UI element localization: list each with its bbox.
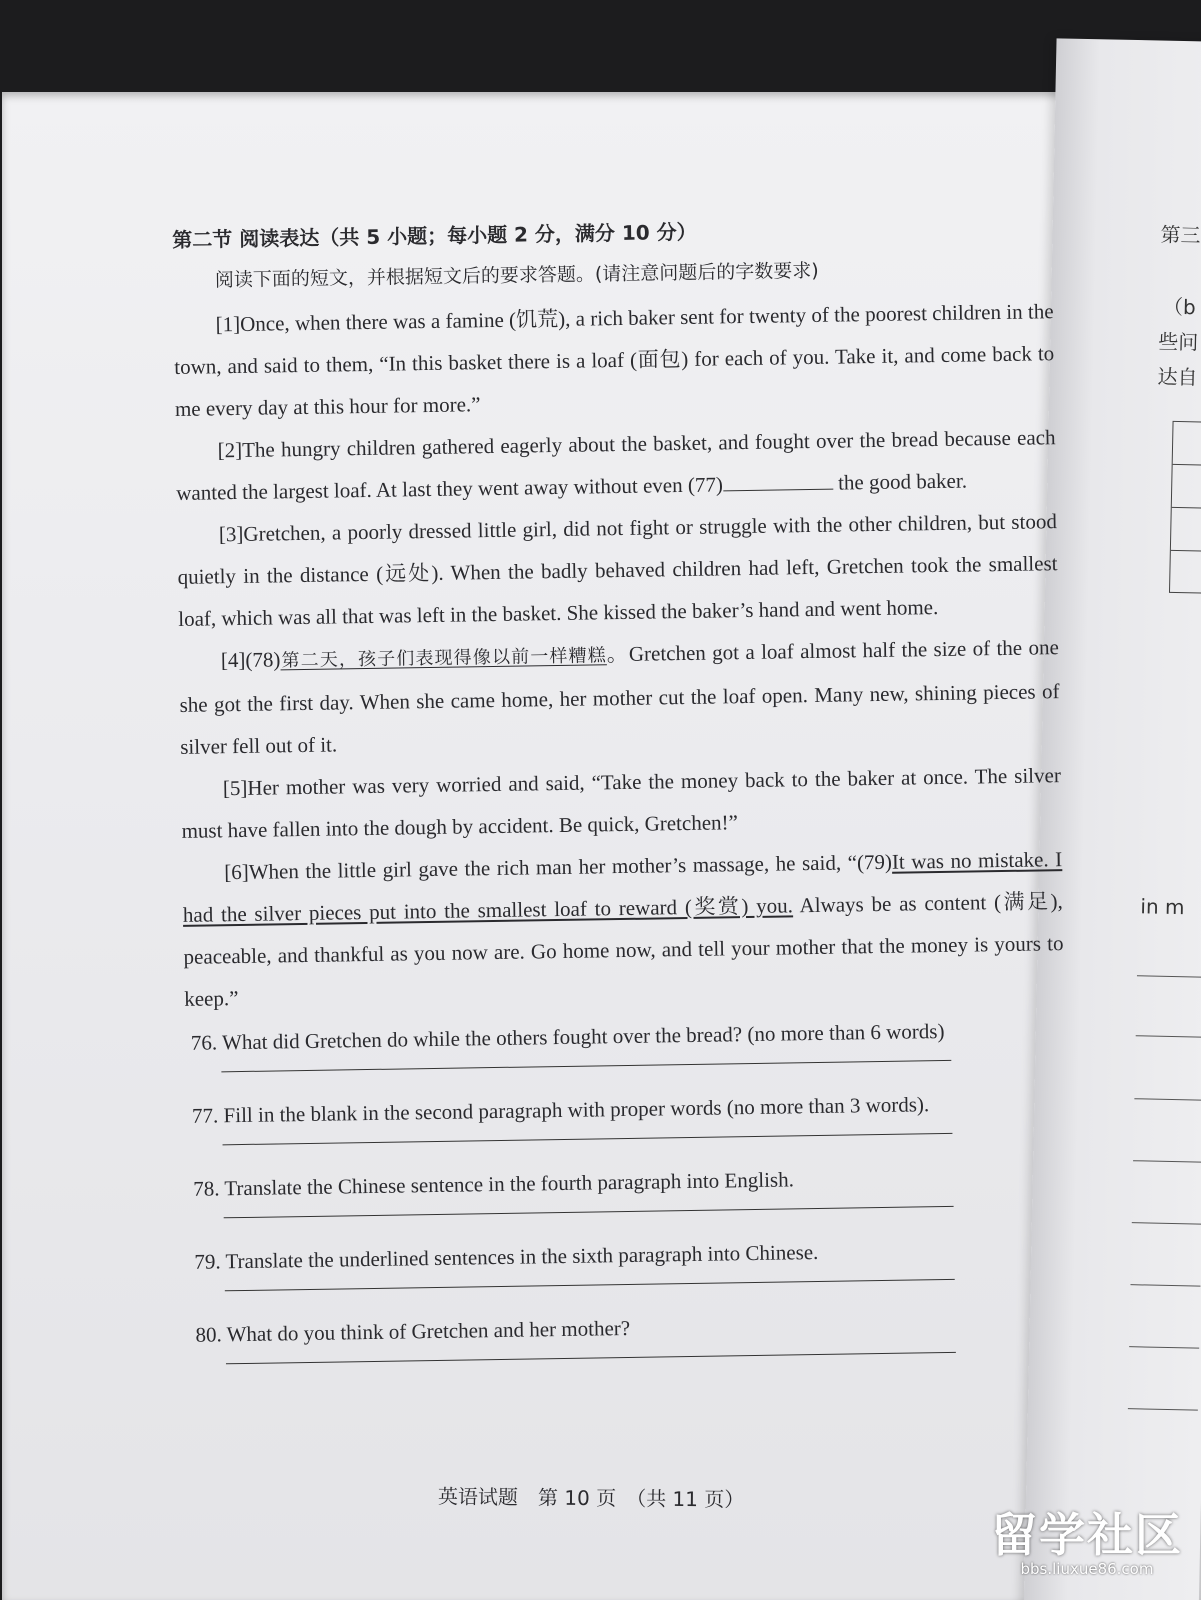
edge-answer-line <box>1129 1346 1199 1348</box>
watermark-url: bbs.liuxue86.com <box>1020 1560 1154 1578</box>
watermark-logo-text: 留学社区 <box>991 1508 1183 1562</box>
edge-answer-line <box>1133 1160 1201 1162</box>
edge-text-fragment: （b <box>1162 294 1196 320</box>
page-footer: 英语试题 第 10 页 （共 11 页） <box>437 1484 745 1512</box>
paragraph-text: [4](78) <box>220 647 281 673</box>
paragraph-text: 。Gretchen got a loaf almost half the size of the one she got the first day. When she came home, her mother cut the loaf open. Many new, shining pieces of silver fell out of it. <box>179 635 1060 759</box>
passage-paragraph-6 <box>182 838 1065 1020</box>
paragraph-text: [6]When the little girl gave the rich man her mother’s massage, he said, “(79) <box>224 849 893 885</box>
reading-section <box>172 206 1070 1391</box>
answer-line-79[interactable] <box>225 1279 955 1291</box>
edge-answer-line <box>1137 975 1201 977</box>
edge-answer-line <box>1132 1222 1201 1224</box>
answer-line-77[interactable] <box>223 1133 953 1145</box>
edge-answer-line <box>1134 1098 1201 1100</box>
edge-text-fragment: in m <box>1140 894 1185 920</box>
question-80: 80. What do you think of Gretchen and her mother? <box>195 1315 631 1347</box>
section-instruction: 阅读下面的短文，并根据短文后的要求答题。(请注意问题后的字数要求) <box>214 259 819 292</box>
question-78: 78. Translate the Chinese sentence in the fourth paragraph into English. <box>193 1167 795 1201</box>
paragraph-text: the good baker. <box>832 468 968 495</box>
question-79: 79. Translate the underlined sentences in the sixth paragraph into Chinese. <box>194 1239 819 1274</box>
answer-line-80[interactable] <box>226 1352 956 1364</box>
paragraph-text: Always be as content (满足), peaceable, and thankful as you now are. Go home now, and tell your mother that the money is yours to keep.” <box>183 889 1064 1011</box>
passage-paragraph-5: [5]Her mother was very worried and said, “Take the money back to the baker at once. The silver must have fallen into the dough by accident. Be quick, Gretchen!” <box>181 763 1062 843</box>
answer-line-76[interactable] <box>221 1060 951 1072</box>
question-list <box>185 1012 1070 1365</box>
edge-answer-line <box>1130 1284 1200 1286</box>
edge-table-fragment <box>1169 421 1201 594</box>
underlined-chinese-sentence: 第二天，孩子们表现得像以前一样糟糕 <box>280 645 607 672</box>
passage-paragraph-2 <box>175 416 1056 514</box>
edge-text-fragment: 达自 <box>1157 364 1198 390</box>
underlined-english-sentences: It was no mistake. I had the silver pieces put into the smallest loaf to reward (奖赏) you. <box>182 847 1063 927</box>
passage-paragraph-3: [3]Gretchen, a poorly dressed little girl, did not fight or struggle with the other children, but stood quietly in the distance (远处). When the badly behaved children had left, Gretchen took the smallest loaf, which was all that was left in the basket. She kissed the baker’s hand and went home. <box>177 509 1058 631</box>
edge-text-fragment: 些问 <box>1157 329 1199 355</box>
passage-paragraph-4 <box>179 626 1061 768</box>
site-watermark <box>991 1510 1183 1578</box>
question-76: 76. What did Gretchen do while the others fought over the bread? (no more than 6 words) <box>190 1018 945 1055</box>
edge-heading-fragment: 第三 <box>1160 222 1201 248</box>
edge-answer-line <box>1136 1035 1201 1037</box>
section-title: 第二节 阅读表达（共 5 小题；每小题 2 分，满分 10 分） <box>172 219 697 252</box>
blank-77[interactable] <box>723 467 833 492</box>
question-77: 77. Fill in the blank in the second paragraph with proper words (no more than 3 words). <box>191 1092 930 1128</box>
passage-paragraph-1: [1]Once, when there was a famine (饥荒), a rich baker sent for twenty of the poorest children in the town, and said to them, “In this basket there is a loaf (面包) for each of you. Take it, and come back to me every day at this hour for more.” <box>174 299 1055 421</box>
paragraph-text: [2]The hungry children gathered eagerly about the basket, and fought over the bread because each wanted the largest loaf. At last they went away without even (77) <box>176 425 1056 505</box>
answer-line-78[interactable] <box>224 1206 954 1218</box>
edge-answer-line <box>1128 1408 1198 1410</box>
